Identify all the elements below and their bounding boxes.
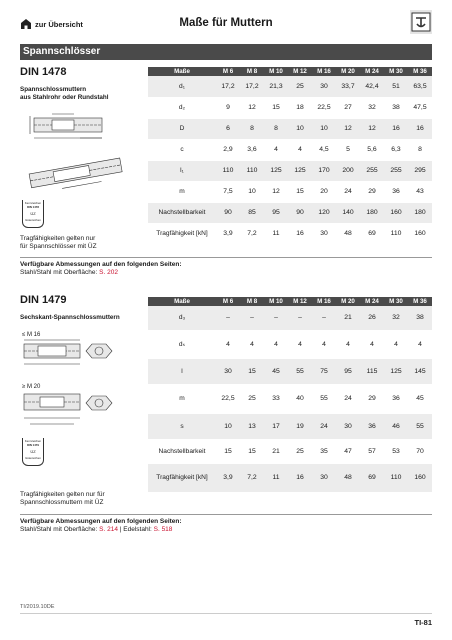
table-cell: 75	[312, 358, 336, 384]
table-cell: 4	[384, 330, 408, 358]
table-cell: 180	[360, 202, 384, 223]
din1478-title: DIN 1478	[20, 66, 67, 78]
divider	[20, 257, 432, 258]
table-cell: 4	[288, 330, 312, 358]
table-row	[148, 384, 432, 413]
column-header: Maße	[148, 67, 216, 76]
row-label: s	[148, 413, 216, 439]
table-cell: 90	[288, 202, 312, 223]
din1479-quality-mark	[22, 438, 44, 466]
table-cell: 29	[360, 181, 384, 202]
table-cell: 4,5	[312, 139, 336, 160]
table-cell: 18	[288, 97, 312, 118]
row-label: m	[148, 384, 216, 413]
table-cell: 12	[240, 97, 264, 118]
header-bar	[20, 14, 432, 36]
table-cell: 36	[384, 384, 408, 413]
table-cell: 48	[336, 223, 360, 244]
table-cell: 51	[384, 76, 408, 97]
table-cell: 110	[216, 160, 240, 181]
table-cell: 24	[336, 384, 360, 413]
table-cell: –	[288, 306, 312, 330]
table-cell: 4	[240, 330, 264, 358]
table-cell: 255	[360, 160, 384, 181]
table-cell: 55	[288, 358, 312, 384]
table-cell: 15	[240, 439, 264, 463]
table-cell: 8	[264, 118, 288, 139]
row-label: Tragfähigkeit [kN]	[148, 463, 216, 492]
footer-divider	[20, 613, 432, 614]
table-cell: 30	[312, 76, 336, 97]
table-cell: 7,2	[240, 223, 264, 244]
table-header-row	[148, 297, 432, 306]
table-cell: 8	[408, 139, 432, 160]
table-cell: 43	[408, 181, 432, 202]
column-header: M 10	[264, 67, 288, 76]
table-cell: 33,7	[336, 76, 360, 97]
table-cell: 35	[312, 439, 336, 463]
table-cell: 95	[264, 202, 288, 223]
table-cell: 55	[312, 384, 336, 413]
din1478-note-1: Tragfähigkeiten gelten nur	[20, 235, 96, 242]
table-cell: 3,9	[216, 223, 240, 244]
table-header-row	[148, 67, 432, 76]
table-cell: 48	[336, 463, 360, 492]
table-cell: 11	[264, 223, 288, 244]
size-label-small: ≤ M 16	[22, 332, 41, 338]
table-cell: –	[264, 306, 288, 330]
table-cell: 10	[312, 118, 336, 139]
table-row	[148, 202, 432, 223]
badge-text: ÜZ	[30, 449, 36, 454]
table-cell: 26	[360, 306, 384, 330]
din1478-avail-head: Verfügbare Abmessungen auf den folgenden Seiten:	[20, 261, 182, 268]
din1479-avail-line	[20, 526, 172, 533]
table-cell: 47,5	[408, 97, 432, 118]
row-label: Nachstellbarkeit	[148, 202, 216, 223]
column-header: M 16	[312, 297, 336, 306]
table-cell: 32	[360, 97, 384, 118]
table-cell: 3,9	[216, 463, 240, 492]
table-cell: 180	[408, 202, 432, 223]
din1479-drawing-small	[20, 338, 120, 374]
hook-icon	[410, 10, 432, 34]
din1479-avail-head: Verfügbare Abmessungen auf den folgenden Seiten:	[20, 518, 182, 525]
row-label: Tragfähigkeit [kN]	[148, 223, 216, 244]
avail-label-2: Edelstahl:	[123, 526, 152, 533]
table-cell: 38	[384, 97, 408, 118]
table-cell: 255	[384, 160, 408, 181]
table-cell: 6,3	[384, 139, 408, 160]
table-cell: 21	[336, 306, 360, 330]
table-cell: 160	[408, 463, 432, 492]
size-label-large: ≥ M 20	[22, 384, 41, 390]
table-row	[148, 330, 432, 358]
table-cell: 30	[312, 463, 336, 492]
row-label: dₛ	[148, 330, 216, 358]
table-cell: –	[240, 306, 264, 330]
din1478-desc-1: Spannschlossmuttern	[20, 86, 87, 93]
row-label: m	[148, 181, 216, 202]
table-cell: 6	[216, 118, 240, 139]
row-label: D	[148, 118, 216, 139]
table-cell: 145	[408, 358, 432, 384]
section-title: Spannschlösser	[20, 44, 432, 60]
column-header: M 24	[360, 67, 384, 76]
divider	[20, 514, 432, 515]
row-label: d₁	[148, 76, 216, 97]
din1478-drawing	[20, 110, 140, 200]
table-cell: 25	[240, 384, 264, 413]
table-cell: 5	[336, 139, 360, 160]
table-row	[148, 463, 432, 492]
table-cell: 24	[336, 181, 360, 202]
table-cell: 57	[360, 439, 384, 463]
table-cell: 10	[288, 118, 312, 139]
page-title: Maße für Muttern	[179, 17, 273, 29]
din1478-desc-2: aus Stahlrohr oder Rundstahl	[20, 94, 109, 101]
table-cell: 16	[288, 223, 312, 244]
table-cell: 125	[384, 358, 408, 384]
table-cell: 110	[240, 160, 264, 181]
column-header: M 8	[240, 297, 264, 306]
table-cell: 4	[264, 330, 288, 358]
table-row	[148, 76, 432, 97]
row-label: Nachstellbarkeit	[148, 439, 216, 463]
din1479-drawing-large	[20, 390, 120, 430]
table-cell: 4	[336, 330, 360, 358]
avail-separator: |	[119, 526, 122, 533]
table-cell: 63,5	[408, 76, 432, 97]
column-header: M 8	[240, 67, 264, 76]
table-cell: 5,6	[360, 139, 384, 160]
table-cell: 7,5	[216, 181, 240, 202]
table-cell: 10	[216, 413, 240, 439]
table-cell: 40	[288, 384, 312, 413]
table-cell: 15	[240, 358, 264, 384]
table-cell: 45	[264, 358, 288, 384]
table-row	[148, 97, 432, 118]
table-cell: –	[216, 306, 240, 330]
table-cell: 55	[408, 413, 432, 439]
din1479-title: DIN 1479	[20, 294, 67, 306]
avail-label: Stahl/Stahl mit Oberfläche:	[20, 526, 98, 533]
din1478-note-2: für Spannschlösser mit ÜZ	[20, 243, 97, 250]
column-header: M 6	[216, 297, 240, 306]
table-row	[148, 139, 432, 160]
brand-logo	[410, 10, 432, 34]
table-cell: 42,4	[360, 76, 384, 97]
row-label: l	[148, 358, 216, 384]
table-cell: 85	[240, 202, 264, 223]
column-header: M 16	[312, 67, 336, 76]
table-cell: 47	[336, 439, 360, 463]
table-cell: 4	[288, 139, 312, 160]
table-cell: 160	[384, 202, 408, 223]
table-cell: 30	[336, 413, 360, 439]
row-label: d₃	[148, 306, 216, 330]
badge-text: Kennzeichen	[24, 201, 42, 205]
table-cell: 9	[216, 97, 240, 118]
table-cell: 25	[288, 76, 312, 97]
table-cell: 110	[384, 223, 408, 244]
row-label: d₂	[148, 97, 216, 118]
column-header: Maße	[148, 297, 216, 306]
table-cell: 21	[264, 439, 288, 463]
table-cell: 3,6	[240, 139, 264, 160]
table-cell: –	[312, 306, 336, 330]
table-cell: 16	[384, 118, 408, 139]
table-cell: 36	[360, 413, 384, 439]
table-cell: 90	[216, 202, 240, 223]
table-cell: 15	[264, 97, 288, 118]
row-label: c	[148, 139, 216, 160]
table-cell: 295	[408, 160, 432, 181]
table-cell: 33	[264, 384, 288, 413]
table-cell: 70	[408, 439, 432, 463]
table-cell: 95	[336, 358, 360, 384]
table-cell: 4	[360, 330, 384, 358]
table-cell: 12	[360, 118, 384, 139]
table-cell: 15	[216, 439, 240, 463]
column-header: M 36	[408, 67, 432, 76]
din1479-note-2: Spannschlossmuttern mit ÜZ	[20, 499, 104, 506]
table-cell: 38	[408, 306, 432, 330]
table-cell: 53	[384, 439, 408, 463]
table-cell: 8	[240, 118, 264, 139]
table-cell: 16	[408, 118, 432, 139]
table-cell: 17,2	[240, 76, 264, 97]
table-cell: 20	[312, 181, 336, 202]
table-cell: 29	[360, 384, 384, 413]
badge-text: Gütezeichen	[25, 456, 41, 460]
table-cell: 15	[288, 181, 312, 202]
column-header: M 30	[384, 297, 408, 306]
back-label: zur Übersicht	[35, 19, 83, 29]
column-header: M 10	[264, 297, 288, 306]
table-cell: 12	[336, 118, 360, 139]
table-row	[148, 160, 432, 181]
table-cell: 7,2	[240, 463, 264, 492]
column-header: M 6	[216, 67, 240, 76]
table-cell: 32	[384, 306, 408, 330]
row-label: l₁	[148, 160, 216, 181]
column-header: M 36	[408, 297, 432, 306]
table-cell: 36	[384, 181, 408, 202]
badge-text: ÜZ	[30, 211, 36, 216]
table-cell: 125	[264, 160, 288, 181]
table-cell: 12	[264, 181, 288, 202]
table-cell: 200	[336, 160, 360, 181]
table-cell: 16	[288, 463, 312, 492]
badge-text: DIN 1478	[27, 205, 39, 209]
table-cell: 2,9	[216, 139, 240, 160]
table-row	[148, 439, 432, 463]
table-cell: 140	[336, 202, 360, 223]
table-cell: 45	[408, 384, 432, 413]
table-row	[148, 306, 432, 330]
din1478-table	[148, 67, 432, 245]
table-cell: 170	[312, 160, 336, 181]
din1479-table	[148, 297, 432, 493]
table-cell: 27	[336, 97, 360, 118]
table-row	[148, 181, 432, 202]
table-cell: 4	[264, 139, 288, 160]
table-cell: 69	[360, 223, 384, 244]
table-row	[148, 223, 432, 244]
table-row	[148, 358, 432, 384]
din1479-desc: Sechskant-Spannschlossmuttern	[20, 314, 120, 321]
table-cell: 10	[240, 181, 264, 202]
table-cell: 4	[408, 330, 432, 358]
badge-text: DIN 1479	[27, 443, 39, 447]
table-cell: 4	[216, 330, 240, 358]
doc-code: TI/2019.10DE	[20, 604, 55, 610]
table-cell: 21,3	[264, 76, 288, 97]
table-cell: 120	[312, 202, 336, 223]
table-cell: 69	[360, 463, 384, 492]
page-number: TI-81	[414, 618, 432, 627]
din1479-note-1: Tragfähigkeiten gelten nur für	[20, 491, 105, 498]
table-cell: 24	[312, 413, 336, 439]
table-cell: 17	[264, 413, 288, 439]
table-row	[148, 413, 432, 439]
column-header: M 24	[360, 297, 384, 306]
table-row	[148, 118, 432, 139]
table-cell: 25	[288, 439, 312, 463]
badge-text: Kennzeichen	[24, 439, 42, 443]
page-link-518[interactable]: S. 518	[153, 526, 173, 533]
table-cell: 19	[288, 413, 312, 439]
avail-label: Stahl/Stahl mit Oberfläche:	[20, 269, 98, 276]
din1478-quality-mark	[22, 200, 44, 228]
page-link-202[interactable]: S. 202	[99, 269, 118, 276]
table-cell: 30	[312, 223, 336, 244]
page-link-214[interactable]: S. 214	[99, 526, 118, 533]
din1478-avail-line	[20, 269, 118, 276]
column-header: M 20	[336, 297, 360, 306]
table-cell: 160	[408, 223, 432, 244]
column-header: M 12	[288, 67, 312, 76]
table-cell: 22,5	[216, 384, 240, 413]
table-cell: 46	[384, 413, 408, 439]
table-cell: 17,2	[216, 76, 240, 97]
table-cell: 4	[312, 330, 336, 358]
badge-text: Gütezeichen	[25, 218, 41, 222]
column-header: M 20	[336, 67, 360, 76]
table-cell: 30	[216, 358, 240, 384]
table-cell: 22,5	[312, 97, 336, 118]
table-cell: 115	[360, 358, 384, 384]
table-cell: 125	[288, 160, 312, 181]
table-cell: 13	[240, 413, 264, 439]
column-header: M 30	[384, 67, 408, 76]
table-cell: 11	[264, 463, 288, 492]
column-header: M 12	[288, 297, 312, 306]
table-cell: 110	[384, 463, 408, 492]
